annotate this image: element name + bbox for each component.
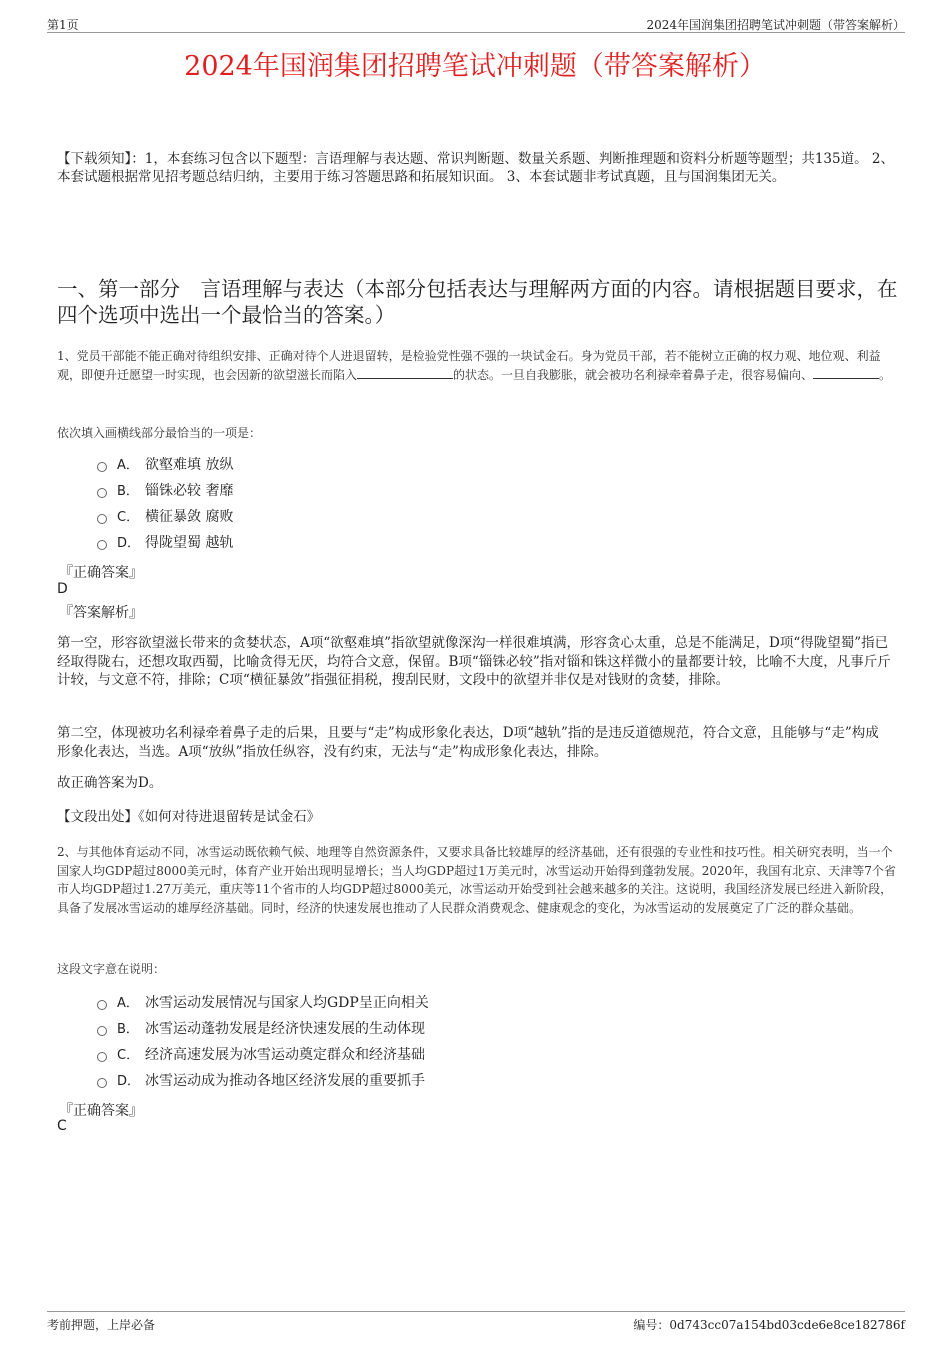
radio-icon[interactable] xyxy=(97,462,107,472)
q1-option-d[interactable]: D． 得陇望蜀 越轨 xyxy=(97,533,233,553)
q1-option-b[interactable]: B． 锱铢必较 奢靡 xyxy=(97,481,233,501)
q2-option-a[interactable]: A． 冰雪运动发展情况与国家人均GDP呈正向相关 xyxy=(97,993,429,1013)
header-doc-title: 2024年国润集团招聘笔试冲刺题（带答案解析） xyxy=(646,18,905,32)
radio-icon[interactable] xyxy=(97,1000,107,1010)
section-title: 一、第一部分 言语理解与表达（本部分包括表达与理解两方面的内容。请根据题目要求，在四个选项中选出一个最恰当的答案。） xyxy=(57,277,898,327)
q1-source: 【文段出处】《如何对待进退留转是试金石》 xyxy=(57,809,321,825)
page-footer xyxy=(47,1311,905,1330)
radio-icon[interactable] xyxy=(97,1078,107,1088)
q2-answer-label: 『正确答案』 xyxy=(59,1103,143,1119)
q1-option-c[interactable]: C． 横征暴敛 腐败 xyxy=(97,507,233,527)
q1-analysis-paragraph-2: 第二空，体现被功名利禄牵着鼻子走的后果，且要与“走”构成形象化表达，D项“越轨”指的是违反道德规范，符合文意，且能够与“走”构成形象化表达，当选。A项“放纵”指放任纵容，没有约束，无法与“走”构成形象化表达，排除。 xyxy=(57,725,879,760)
question-1-text-b: 的状态。一旦自我膨胀，就会被功名利禄牵着鼻子走，很容易偏向、 xyxy=(453,367,814,382)
question-1-text-c: 。 xyxy=(879,367,892,382)
q1-analysis-paragraph-1: 第一空，形容欲望滋长带来的贪婪状态，A项“欲壑难填”指欲望就像深沟一样很难填满，形容贪心太重，总是不能满足，D项“得陇望蜀”指已经取得陇右，还想攻取西蜀，比喻贪得无厌，均符合文意，保留。B项“锱铢必较”指对锱和铢这样微小的量都要计较，比喻不大度，凡事斤斤计较，与文意不符，排除；C项“横征暴敛”指强征捐税，搜刮民财，文段中的欲望并非仅是对钱财的贪婪，排除。 xyxy=(57,635,891,688)
question-2-stem: 2、与其他体育运动不同，冰雪运动既依赖气候、地理等自然资源条件，又要求具备比较雄厚的经济基础，还有很强的专业性和技巧性。相关研究表明，当一个国家人均GDP超过8000美元时，体育产业开始出现明显增长；当人均GDP超过1万美元时，冰雪运动开始得到蓬勃发展。2020年，我国有北京、天津等7个省市人均GDP超过1.27万美元，重庆等11个省市的人均GDP超过8000美元，冰雪运动开始受到社会越来越多的关注。这说明，我国经济发展已经进入新阶段，具备了发展冰雪运动的雄厚经济基础。同时，经济的快速发展也推动了人民群众消费观念、健康观念的变化，为冰雪运动的发展奠定了广泛的群众基础。 xyxy=(57,845,896,915)
radio-icon[interactable] xyxy=(97,514,107,524)
q2-option-b[interactable]: B． 冰雪运动蓬勃发展是经济快速发展的生动体现 xyxy=(97,1019,425,1039)
document-title: 2024年国润集团招聘笔试冲刺题（带答案解析） xyxy=(184,51,766,82)
fill-blank-1 xyxy=(357,366,453,379)
q1-option-a[interactable]: A． 欲壑难填 放纵 xyxy=(97,455,233,475)
question-1-text-a: 1、党员干部能不能正确对待组织安排、正确对待个人进退留转，是检验党性强不强的一块试金石。身为党员干部，若不能树立正确的权力观、地位观、利益观，即便升迁愿望一时实现，也会因新的欲望滋长而陷入 xyxy=(57,349,881,382)
question-1-prompt: 依次填入画横线部分最恰当的一项是： xyxy=(57,426,262,440)
q1-conclusion: 故正确答案为D。 xyxy=(57,775,163,791)
question-2-prompt: 这段文字意在说明： xyxy=(57,962,166,976)
q1-analysis-label: 『答案解析』 xyxy=(59,605,143,621)
radio-icon[interactable] xyxy=(97,1052,107,1062)
radio-icon[interactable] xyxy=(97,1026,107,1036)
q2-answer-value: C xyxy=(57,1118,67,1134)
footer-slogan: 考前押题，上岸必备 xyxy=(47,1318,156,1332)
page-header xyxy=(47,14,905,33)
download-notice: 【下载须知】：1，本套练习包含以下题型：言语理解与表达题、常识判断题、数量关系题、判断推理题和资料分析题等题型；共135道。 2、本套试题根据常见招考题总结归纳，主要用于练习答题思路和拓展知识面。 3、本套试题非考试真题，且与国润集团无关。 xyxy=(57,151,894,185)
q1-answer-value: D xyxy=(57,581,68,597)
footer-doc-id: 编号：0d743cc07a154bd03cde6e8ce182786f xyxy=(633,1318,905,1332)
fill-blank-2 xyxy=(813,366,879,379)
radio-icon[interactable] xyxy=(97,540,107,550)
q1-answer-label: 『正确答案』 xyxy=(59,565,143,581)
page-number: 第1页 xyxy=(47,18,79,32)
q2-option-c[interactable]: C． 经济高速发展为冰雪运动奠定群众和经济基础 xyxy=(97,1045,425,1065)
radio-icon[interactable] xyxy=(97,488,107,498)
question-1-stem xyxy=(57,347,902,384)
q2-option-d[interactable]: D． 冰雪运动成为推动各地区经济发展的重要抓手 xyxy=(97,1071,425,1091)
